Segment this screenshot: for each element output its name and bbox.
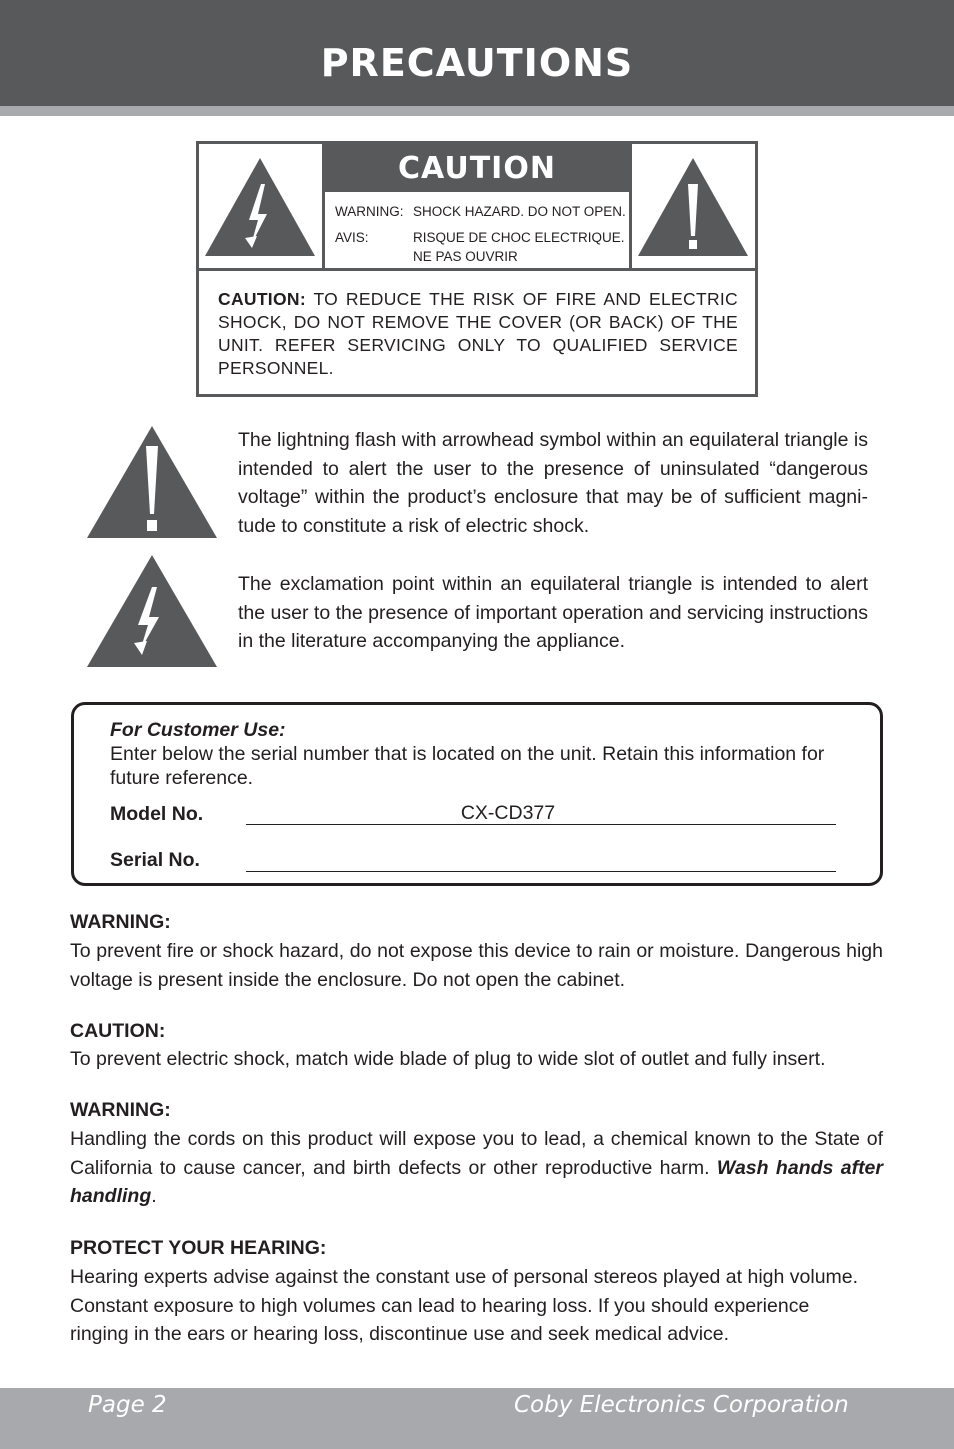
serial-number-label: Serial No. <box>110 849 200 871</box>
caution-label-right-cell <box>629 144 758 268</box>
caution-label-left-cell <box>199 144 325 268</box>
lightning-triangle-icon <box>199 144 322 268</box>
header-stripe <box>0 106 954 116</box>
lightning-triangle-icon <box>86 553 218 669</box>
avis-text-2: NE PAS OUVRIR <box>413 249 518 264</box>
exclamation-triangle-icon <box>632 144 755 268</box>
model-number-value: CX-CD377 <box>460 802 556 824</box>
caution-heading-section: CAUTION: <box>70 1020 166 1042</box>
model-number-label: Model No. <box>110 803 204 825</box>
customer-use-title: For Customer Use: <box>110 719 286 741</box>
caution-label-divider <box>199 268 755 271</box>
warning-lead-text: Handling the cords on this product will expose you to lead, a chemical known to the State of California to cause cancer, and birth defects or other reproductive harm. <box>70 1128 883 1179</box>
caution-heading: CAUTION <box>325 144 629 192</box>
caution-warning-area <box>325 192 629 268</box>
footer-company: Coby Electronics Corporation <box>514 1392 849 1418</box>
caution-statement-key: CAUTION: <box>218 289 306 309</box>
footer-page-number: Page 2 <box>88 1392 167 1418</box>
caution-label-center <box>325 144 629 268</box>
hearing-heading: PROTECT YOUR HEARING: <box>70 1237 327 1259</box>
warning-lead-end: . <box>151 1185 157 1207</box>
caution-statement-text: TO REDUCE THE RISK OF FIRE AND ELECTRIC SHOCK, DO NOT REMOVE THE COVER (OR BACK) OF THE UNIT. REFER SERVICING ONLY TO QUALIFIED SERVICE PERSONNEL. <box>218 289 738 378</box>
warning-lead-heading: WARNING: <box>70 1099 171 1121</box>
warning-text: SHOCK HAZARD. DO NOT OPEN. <box>413 204 626 219</box>
customer-use-box <box>71 702 883 886</box>
caution-statement <box>218 288 738 380</box>
warning-key: WARNING: <box>335 204 404 219</box>
page-title: PRECAUTIONS <box>320 41 634 85</box>
hearing-body: Hearing experts advise against the constant use of personal stereos played at high volume. Constant exposure to high volumes can lead to hearing loss. If you should experience ringing in the ears or hearing loss, discontinue use and seek medical advice. <box>70 1266 859 1345</box>
warning-lead-body <box>70 1125 883 1211</box>
serial-number-line <box>246 871 836 872</box>
warning-body: To prevent fire or shock hazard, do not expose this device to rain or moisture. Dangerous high voltage is present inside the enclosure. Do not open the cabinet. <box>70 940 883 991</box>
avis-key: AVIS: <box>335 230 369 245</box>
exclamation-description: The lightning flash with arrowhead symbol within an equilateral triangle is intended to alert the user to the presence of uninsulated “dangerous voltage” within the product’s enclosure that may be of sufficient magnitude to constitute a risk of electric shock. <box>238 429 868 537</box>
warning-lead-emphasis: Wash hands after handling <box>70 1156 883 1207</box>
caution-body: To prevent electric shock, match wide blade of plug to wide slot of outlet and fully insert. <box>70 1048 826 1070</box>
customer-use-instructions: Enter below the serial number that is located on the unit. Retain this information for future reference. <box>110 743 825 789</box>
exclamation-triangle-icon <box>86 424 218 540</box>
model-number-line <box>246 824 836 825</box>
avis-text-1: RISQUE DE CHOC ELECTRIQUE. <box>413 230 625 245</box>
lightning-description: The exclamation point within an equilateral triangle is intended to alert the user to the presence of important operation and servicing instructions in the literature accompanying the appliance. <box>238 573 868 652</box>
caution-label <box>196 141 758 397</box>
warning-heading: WARNING: <box>70 911 171 933</box>
